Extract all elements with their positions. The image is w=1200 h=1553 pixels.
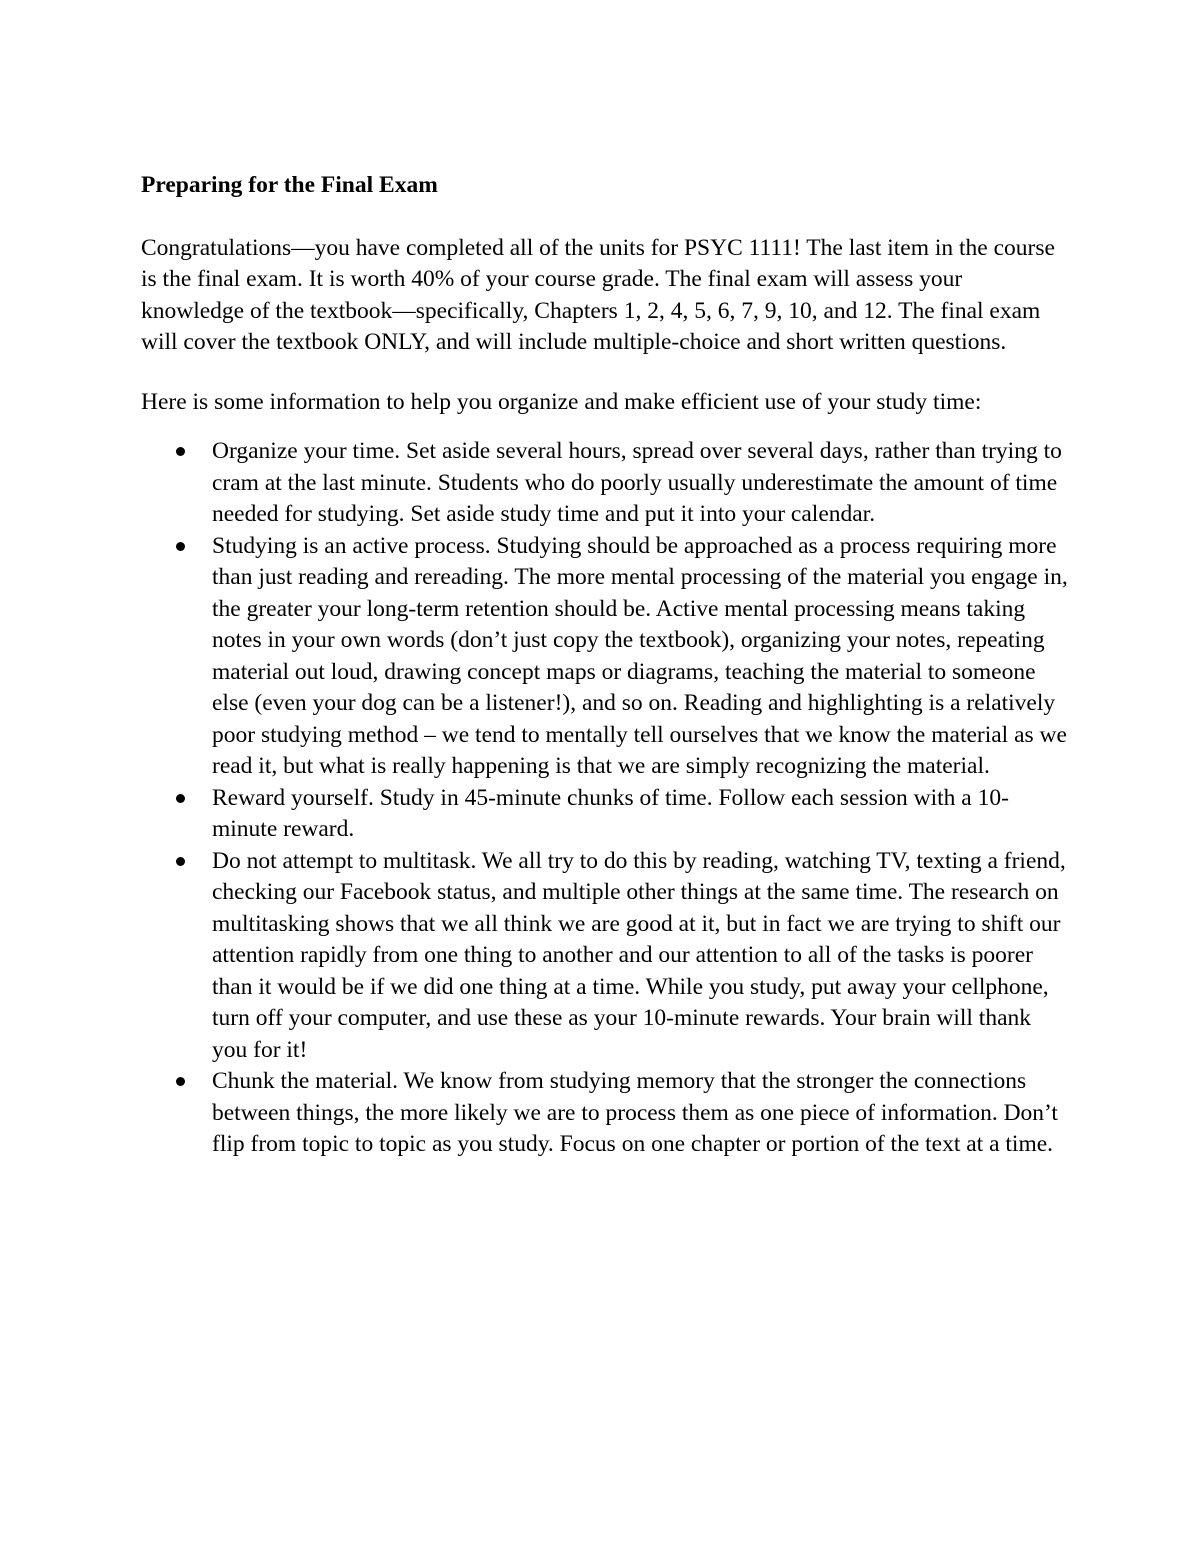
bullet-icon — [176, 447, 185, 456]
intro-paragraph: Congratulations—you have completed all of the units for PSYC 1111! The last item in the course is the final exam. It is worth 40% of your course grade. The final exam will assess your knowledge of the textbook—specifically, Chapters 1, 2, 4, 5, 6, 7, 9, 10, and 12. The final exam will cover the textbook ONLY, and will include multiple-choice and short written questions. — [141, 234, 1055, 355]
list-item-text: Organize your time. Set aside several hours, spread over several days, rather than trying to cram at the last minute. Students who do poorly usually underestimate the amount of time needed for studying. Set aside study time and put it into your calendar. — [212, 438, 1062, 527]
document-page — [141, 170, 1071, 1161]
lead-in-paragraph: Here is some information to help you organize and make efficient use of your study time: — [141, 388, 982, 415]
bullet-icon — [176, 1077, 185, 1086]
list-item-text: Do not attempt to multitask. We all try to do this by reading, watching TV, texting a friend, checking our Facebook status, and multiple other things at the same time. The research on multitasking shows that we all think we are good at it, but in fact we are trying to shift our attention rapidly from one thing to another and our attention to all of the tasks is poorer than it would be if we did one thing at a time. While you study, put away your cellphone, turn off your computer, and use these as your 10-minute rewards. Your brain will thank you for it! — [212, 847, 1066, 1063]
list-item-text: Chunk the material. We know from studying memory that the stronger the connections between things, the more likely we are to process them as one piece of information. Don’t flip from topic to topic as you study. Focus on one chapter or portion of the text at a time. — [212, 1068, 1058, 1157]
document-title: Preparing for the Final Exam — [141, 172, 438, 198]
bullet-icon — [176, 857, 185, 866]
list-item — [212, 846, 1071, 1067]
list-item — [212, 531, 1071, 783]
list-item — [212, 436, 1071, 531]
list-item — [212, 1066, 1071, 1161]
list-item-text: Reward yourself. Study in 45-minute chunks of time. Follow each session with a 10-minute reward. — [212, 784, 1009, 842]
bullet-icon — [176, 542, 185, 551]
bullet-icon — [176, 794, 185, 803]
list-item-text: Studying is an active process. Studying should be approached as a process requiring more than just reading and rereading. The more mental processing of the material you engage in, the greater your long-term retention should be. Active mental processing means taking notes in your own words (don’t just copy the textbook), organizing your notes, repeating material out loud, drawing concept maps or diagrams, teaching the material to someone else (even your dog can be a listener!), and so on. Reading and highlighting is a relatively poor studying method – we tend to mentally tell ourselves that we know the material as we read it, but what is really happening is that we are simply recognizing the material. — [212, 532, 1068, 779]
study-tips-list — [141, 436, 1071, 1161]
study-tips-list-wrapper — [141, 436, 1071, 1161]
list-item — [212, 783, 1071, 846]
